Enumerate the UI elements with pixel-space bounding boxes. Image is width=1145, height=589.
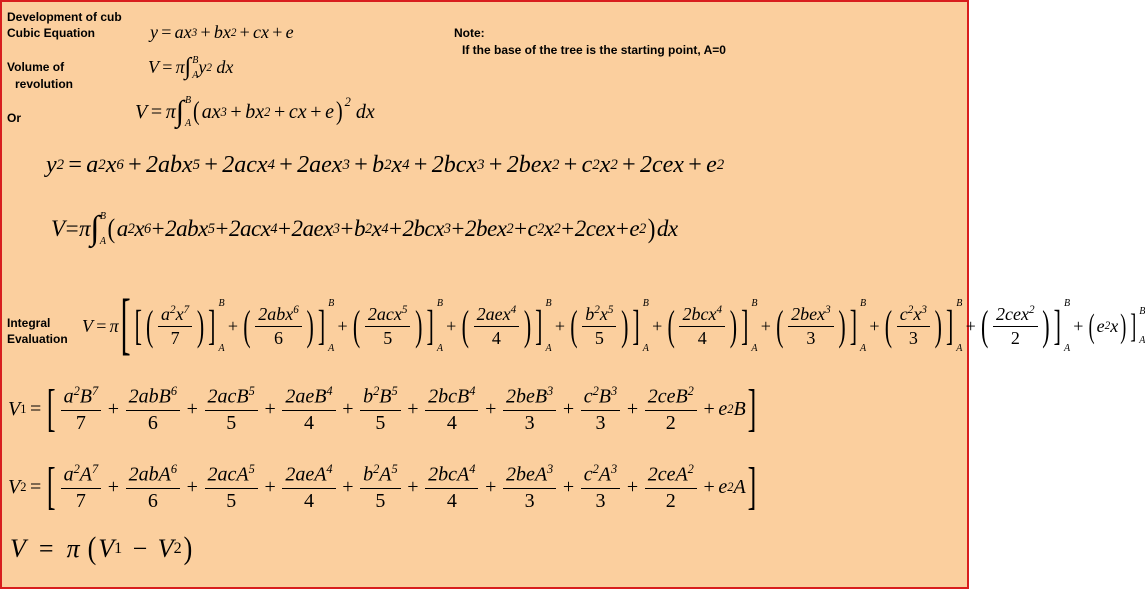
y-squared-expansion: y 2 = a 2 x 6 + 2abx 5 + 2acx 4 + 2aex 3 + b 2 x 4 + 2bcx 3 + 2bex 2 + c 2 x 2 + 2cex + e 2 <box>46 152 725 178</box>
note-text: If the base of the tree is the starting point, A=0 <box>462 43 726 57</box>
den-9: 2 <box>1010 327 1020 348</box>
volume-integral: V = π ∫ B A y 2 dx <box>148 54 234 81</box>
volume-integral-expanded: V = π ∫ B A ( a 2 x 6 + 2abx 5 + 2acx 4 + 2aex 3 + b 2 x 4 + 2bcx 3 + 2bex 2 + c 2 x 2 + 2cex + e 2 ) dx <box>51 210 678 247</box>
den-6: 4 <box>697 327 707 348</box>
den-4: 4 <box>491 327 501 348</box>
integral-evaluation: V = π [ [ ( $\frac{a^2x^7}{7}$ ) ] B A + ( $\frac{2abx^6}{6}$ ) ] B A + ( $\frac{2acx^5}{5}$ ) ] B A + ( $\frac{2aex^4}{4}$ ) ] B A + ( $\frac{b^2x^5}{5}$ ) ] B A + ( $\frac{2bcx^4}{4}$ ) ] B A + ( $\frac{2bex^3}{3}$ ) ] B A + ( $\frac{c^2x^3}{3}$ ) ] B A + ( $\frac{2cex^2}{2}$ ) ] B A + ( e 2 x ) ] B A <box>82 286 1145 363</box>
label-volume-of: Volume of <box>7 60 65 74</box>
label-development: Development of cub <box>7 10 122 24</box>
v2-equation: V 2 = [ $\frac{a^2A^7}{7}$ + $\frac{2abA^6}{6}$ + $\frac{2acA^5}{5}$ + $\frac{2aeA^4}{4}$ + $\frac{b^2A^5}{5}$ + $\frac{2bcA^4}{4}$ + $\frac{2beA^3}{3}$ + $\frac{c^2A^3}{3}$ + $\frac{2ceA^2}{2}$ + e 2 A ] <box>8 457 757 516</box>
cubic-equation: y = ax 3 + bx 2 + cx + e <box>150 22 294 42</box>
label-integral: Integral <box>7 316 51 330</box>
den-2: 6 <box>274 327 284 348</box>
den-5: 5 <box>594 327 604 348</box>
den-7: 3 <box>806 327 816 348</box>
den-3: 5 <box>383 327 393 348</box>
final-volume-equation: V = π ( V 1 − V 2 ) <box>10 531 193 566</box>
note-title: Note: <box>454 26 485 40</box>
v1-equation: V 1 = [ $\frac{a^2B^7}{7}$ + $\frac{2abB^6}{6}$ + $\frac{2acB^5}{5}$ + $\frac{2aeB^4}{4}$ + $\frac{b^2B^5}{5}$ + $\frac{2bcB^4}{4}$ + $\frac{2beB^3}{3}$ + $\frac{c^2B^3}{3}$ + $\frac{2ceB^2}{2}$ + e 2 B ] <box>8 379 757 438</box>
den-8: 3 <box>908 327 918 348</box>
label-or: Or <box>7 111 22 125</box>
label-cubic-equation: Cubic Equation <box>7 26 95 40</box>
den-1: 7 <box>170 327 180 348</box>
expanded-volume-integral: V = π ∫ B A ( ax 3 + bx 2 + cx + e ) $^2$ dx <box>135 94 375 129</box>
label-revolution: revolution <box>15 77 74 91</box>
label-evaluation: Evaluation <box>7 332 68 346</box>
